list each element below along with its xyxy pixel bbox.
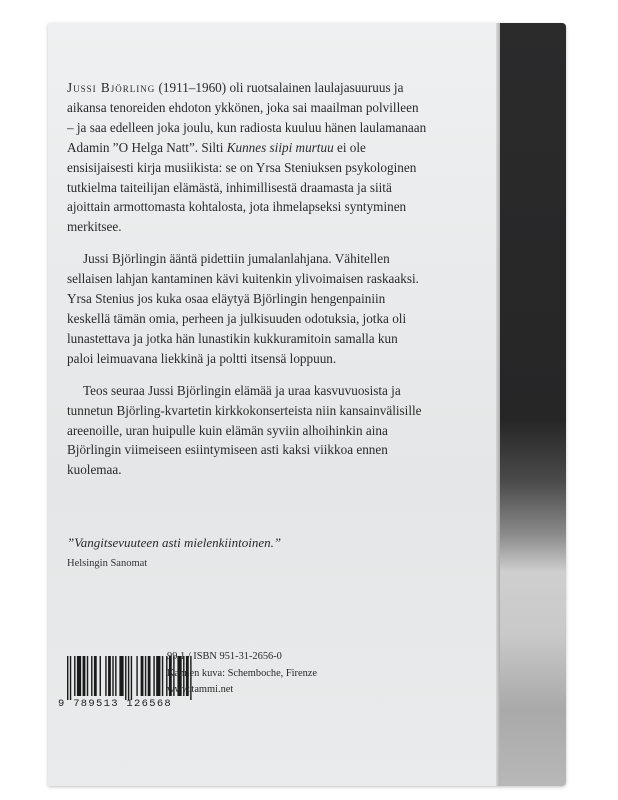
publisher-website: www.tammi.net — [167, 684, 234, 695]
blurb-paragraph-3: Teos seuraa Jussi Björlingin elämää ja uraa kasvuvuosista ja tunnetun Björling-kvartetin kirkkokonserteista niin kansainvälisille areenoille, uran huipulle kuin elämän syviin alhoihinkin aina Björlingin viimeiseen esiintymiseen asti kaksi viikkoa ennen kuolemaa. — [67, 382, 422, 478]
review-source: Helsingin Sanomat — [67, 558, 148, 569]
book-spine — [500, 23, 566, 786]
paragraph-1-segment-1: (1911–1960) oli ruotsalainen laulajasuuruus ja aikansa tenoreiden ehdoton ykkönen, joka sai maailman polvilleen – ja saa edelleen joka joulu, kun radiosta kuuluu hänen laulamanaan Adamin ”O Helga Natt”. Silti — [67, 80, 427, 155]
book-title-italic: Kunnes siipi murtuu — [226, 139, 334, 155]
paragraph-1-segment-3: ei ole ensisijaisesti kirja musiikista: se on Yrsa Steniuksen psykologinen tutkielma taiteilijan elämästä, inhimillisestä draamasta ja siitä ajoittain armottomasta kohtalosta, jota ihmelapseksi syntyminen merkitsee. — [67, 139, 417, 235]
review-quote: ”Vangitsevuuteen asti mielenkiintoinen.” — [67, 535, 282, 550]
blurb-paragraph-1 — [67, 78, 427, 237]
blurb-text — [67, 78, 427, 492]
barcode-digits: 9 789513 126568 — [58, 698, 173, 710]
blurb-paragraph-2: Jussi Björlingin ääntä pidettiin jumalanlahjana. Vähitellen sellaisen lahjan kantaminen kävi kuitenkin ylivoimaisen raskaaksi. Yrsa Stenius jos kuka osaa eläytyä Björlingin hengenpainiin keskellä tämän omia, perheen ja julkisuuden odotuksia, jotka oli lunastettava ja jotka hän lunastikin kukkuramitoin samalla kun paloi leimuavana liekkinä ja poltti itsensä loppuun. — [67, 251, 419, 366]
author-name-smallcaps: Jussi Björling — [67, 80, 156, 95]
isbn-line: 99.1 / ISBN 951-31-2656-0 — [167, 651, 282, 662]
publication-info — [167, 649, 317, 699]
cover-credit: Kannen kuva: Schemboche, Firenze — [167, 667, 318, 679]
